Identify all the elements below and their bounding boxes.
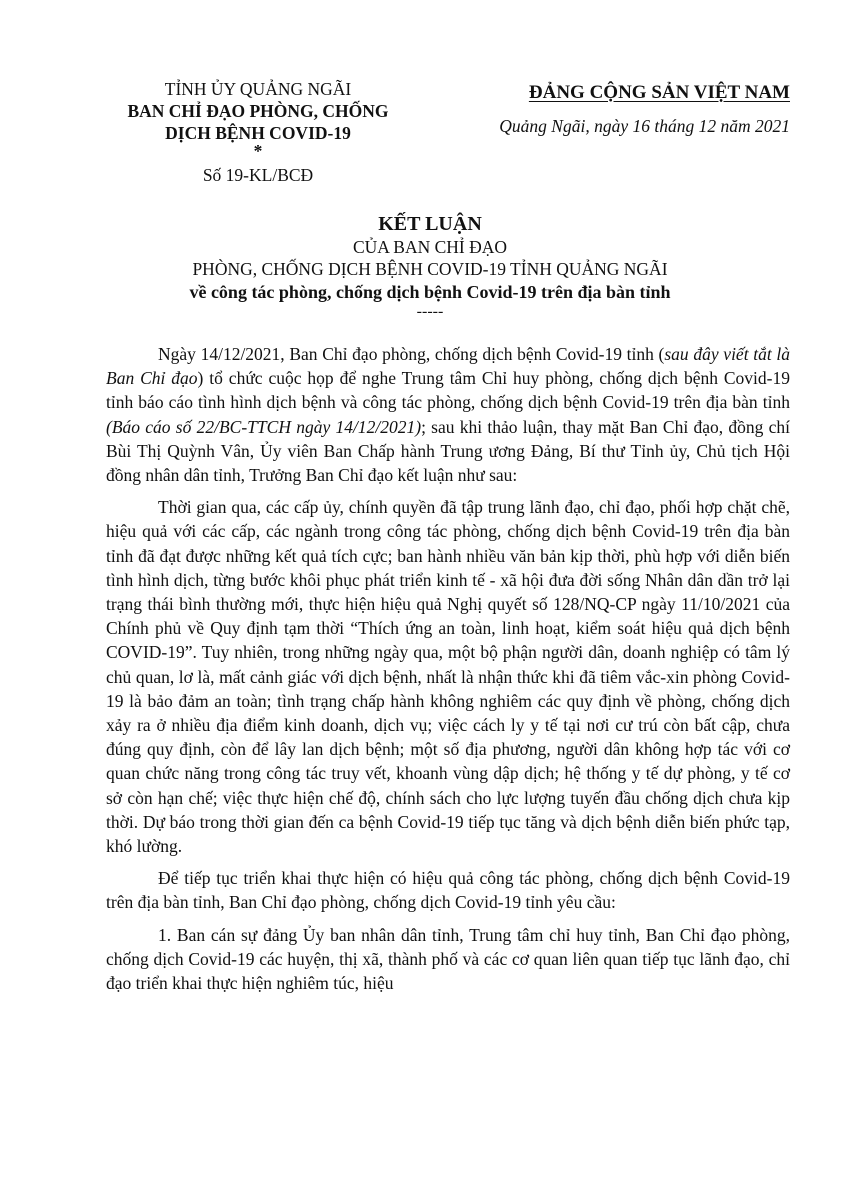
document-subject: về công tác phòng, chống dịch bệnh Covid-19 trên địa bàn tỉnh — [189, 282, 671, 302]
provincial-committee-name: TỈNH ỦY QUẢNG NGÃI — [164, 79, 352, 99]
party-name: ĐẢNG CỘNG SẢN VIỆT NAM — [528, 82, 790, 103]
title-line-3: PHÒNG, CHỐNG DỊCH BỆNH COVID-19 TỈNH QUẢNG NGÃI — [192, 259, 668, 279]
document-title: KẾT LUẬN — [378, 213, 482, 235]
header-star: * — [253, 141, 263, 161]
party-header-block — [440, 80, 790, 138]
title-line-2: CỦA BAN CHỈ ĐẠO — [352, 237, 508, 257]
place-and-date: Quảng Ngãi, ngày 16 tháng 12 năm 2021 — [499, 116, 790, 136]
paragraph-1-part-e: ; sau khi thảo luận, thay mặt Ban Chỉ đạo, đồng chí Bùi Thị Quỳnh Vân, Ủy viên Ban Chấp hành Trung ương Đảng, Bí thư Tỉnh ủy, Chủ tịch Hội đồng nhân dân tỉnh, Trưởng Ban Chỉ đạo kết luận như sau: — [106, 416, 790, 486]
steering-committee-line2: DỊCH BỆNH COVID-19 — [165, 123, 351, 143]
document-number: Số 19-KL/BCĐ — [202, 165, 314, 185]
paragraph-1 — [106, 342, 790, 487]
paragraph-1-report-reference: (Báo cáo số 22/BC-TTCH ngày 14/12/2021) — [106, 416, 422, 437]
issuing-authority-block — [108, 78, 408, 186]
document-title-block — [70, 212, 790, 320]
document-body — [106, 342, 790, 1003]
paragraph-3: Để tiếp tục triển khai thực hiện có hiệu quả công tác phòng, chống dịch bệnh Covid-19 trên địa bàn tỉnh, Ban Chỉ đạo phòng, chống dịch Covid-19 tỉnh yêu cầu: — [106, 868, 790, 913]
title-separator: ----- — [416, 303, 444, 320]
steering-committee-line1: BAN CHỈ ĐẠO PHÒNG, CHỐNG — [127, 101, 389, 121]
paragraph-1-part-a: Ngày 14/12/2021, Ban Chỉ đạo phòng, chống dịch bệnh Covid-19 tỉnh ( — [158, 344, 665, 364]
paragraph-1-abbreviation-note: sau đây viết tắt là Ban Chỉ đạo — [106, 344, 790, 389]
paragraph-2: Thời gian qua, các cấp ủy, chính quyền đã tập trung lãnh đạo, chỉ đạo, phối hợp chặt chẽ, hiệu quả với các cấp, các ngành trong công tác phòng, chống dịch bệnh Covid-19 trên địa bàn tỉnh đã đạt được những kết quả tích cực; ban hành nhiều văn bản kịp thời, phù hợp với diễn biến tình hình dịch, từng bước khôi phục phát triển kinh tế - xã hội đưa đời sống Nhân dân dần trở lại trạng thái bình thường mới, thực hiện hiệu quả Nghị quyết số 128/NQ-CP ngày 11/10/2021 của Chính phủ về Quy định tạm thời “Thích ứng an toàn, linh hoạt, kiểm soát hiệu quả dịch bệnh COVID-19”. Tuy nhiên, trong những ngày qua, một bộ phận người dân, doanh nghiệp có tâm lý chủ quan, lơ là, mất cảnh giác với dịch bệnh, nhất là nhận thức khi đã tiêm vắc-xin phòng Covid-19 là bảo đảm an toàn; tình trạng chấp hành không nghiêm các quy định về phòng, chống dịch xảy ra ở nhiều địa điểm kinh doanh, dịch vụ; việc cách ly y tế tại nơi cư trú còn bất cập, chưa đúng quy định, còn để lây lan dịch bệnh; một số địa phương, người dân không hợp tác với cơ quan chức năng trong công tác truy vết, khoanh vùng dập dịch; hệ thống y tế dự phòng, y tế cơ sở còn hạn chế; việc thực hiện chế độ, chính sách cho lực lượng tuyến đầu chống dịch chưa kịp thời. Dự báo trong thời gian đến ca bệnh Covid-19 tiếp tục tăng và dịch bệnh diễn biến phức tạp, khó lường. — [106, 497, 790, 857]
paragraph-1-part-c: ) tổ chức cuộc họp để nghe Trung tâm Chỉ huy phòng, chống dịch bệnh Covid-19 tỉnh báo cáo tình hình dịch bệnh và công tác phòng, chống dịch bệnh Covid-19 trên địa bàn tỉnh — [106, 368, 790, 413]
paragraph-4: 1. Ban cán sự đảng Ủy ban nhân dân tỉnh, Trung tâm chỉ huy tỉnh, Ban Chỉ đạo phòng, chống dịch Covid-19 các huyện, thị xã, thành phố và các cơ quan liên quan tiếp tục lãnh đạo, chỉ đạo triển khai thực hiện nghiêm túc, hiệu — [106, 924, 790, 994]
